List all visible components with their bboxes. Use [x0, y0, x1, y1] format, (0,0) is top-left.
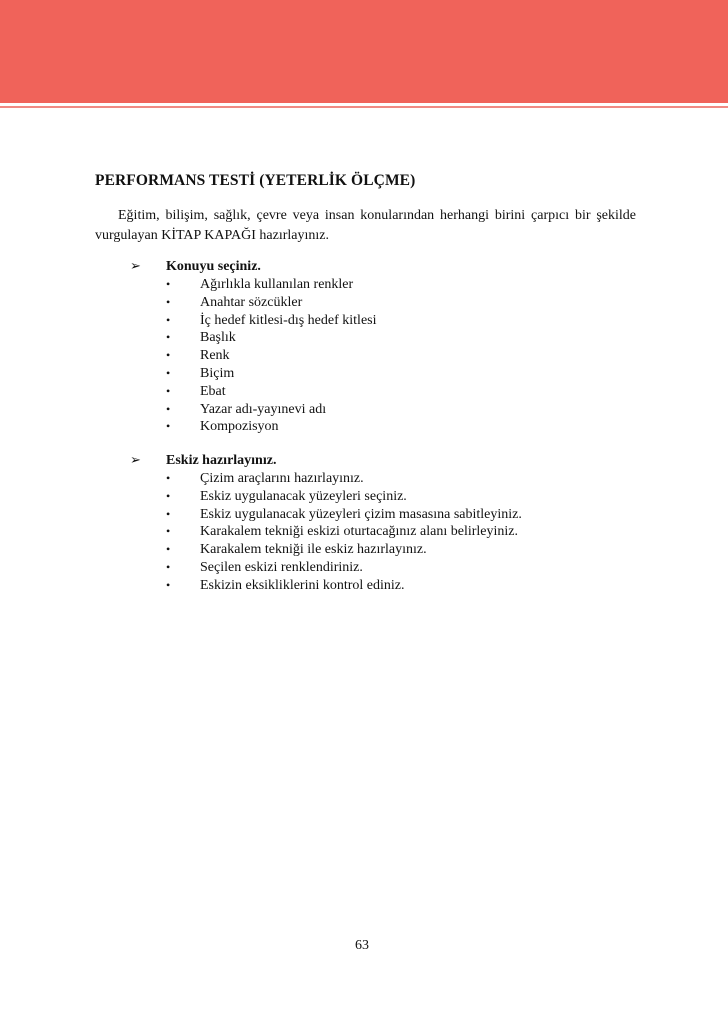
round-bullet-icon: •: [166, 348, 171, 363]
section-heading-row: [130, 452, 630, 470]
list-item: • Kompozisyon: [166, 419, 279, 435]
intro-paragraph: Eğitim, bilişim, sağlık, çevre veya insan konularından herhangi birini çarpıcı bir şekilde vurgulayan KİTAP KAPAĞI hazırlayınız.: [95, 208, 636, 243]
section-topic: [130, 258, 630, 436]
page-number: 63: [355, 938, 369, 953]
round-bullet-icon: •: [166, 419, 171, 434]
topic-list: [130, 276, 630, 436]
round-bullet-icon: •: [166, 506, 171, 521]
round-bullet-icon: •: [166, 542, 171, 557]
round-bullet-icon: •: [166, 488, 171, 503]
round-bullet-icon: •: [166, 383, 171, 398]
header-divider-accent: [0, 106, 728, 108]
list-item: • Çizim araçlarını hazırlayınız.: [166, 471, 364, 486]
list-item: • İç hedef kitlesi-dış hedef kitlesi: [166, 312, 377, 328]
header-band: [0, 0, 728, 103]
list-item: • Seçilen eskizi renklendiriniz.: [166, 559, 363, 575]
list-item: • Ağırlıkla kullanılan renkler: [166, 277, 354, 292]
arrowhead-bullet-icon: ➢: [130, 259, 141, 274]
list-item: • Anahtar sözcükler: [166, 294, 303, 310]
round-bullet-icon: •: [166, 277, 171, 291]
list-item: • Biçim: [166, 365, 235, 381]
round-bullet-icon: •: [166, 524, 171, 539]
list-item: • Eskiz uygulanacak yüzeyleri çizim masasına sabitleyiniz.: [166, 506, 522, 522]
list-item: • Renk: [166, 348, 230, 364]
page-title: PERFORMANS TESTİ (YETERLİK ÖLÇME): [95, 172, 416, 189]
round-bullet-icon: •: [166, 312, 171, 327]
section-sketch: [130, 452, 630, 595]
list-item: • Karakalem tekniği eskizi oturtacağınız alanı belirleyiniz.: [166, 524, 518, 540]
list-item: • Eskizin eksikliklerini kontrol ediniz.: [166, 577, 405, 593]
round-bullet-icon: •: [166, 294, 171, 309]
round-bullet-icon: •: [166, 471, 171, 485]
list-item: • Ebat: [166, 383, 226, 399]
section-heading: Konuyu seçiniz.: [166, 259, 261, 274]
round-bullet-icon: •: [166, 330, 171, 345]
round-bullet-icon: •: [166, 559, 171, 574]
round-bullet-icon: •: [166, 401, 171, 416]
list-item: • Yazar adı-yayınevi adı: [166, 401, 327, 417]
round-bullet-icon: •: [166, 365, 171, 380]
round-bullet-icon: •: [166, 577, 171, 592]
sketch-steps-list: [130, 470, 630, 595]
section-heading-row: [130, 258, 630, 276]
list-item: • Başlık: [166, 330, 236, 346]
arrowhead-bullet-icon: ➢: [130, 453, 141, 468]
section-heading: Eskiz hazırlayınız.: [166, 453, 277, 468]
list-item: • Eskiz uygulanacak yüzeyleri seçiniz.: [166, 488, 407, 504]
list-item: • Karakalem tekniği ile eskiz hazırlayınız.: [166, 542, 427, 558]
